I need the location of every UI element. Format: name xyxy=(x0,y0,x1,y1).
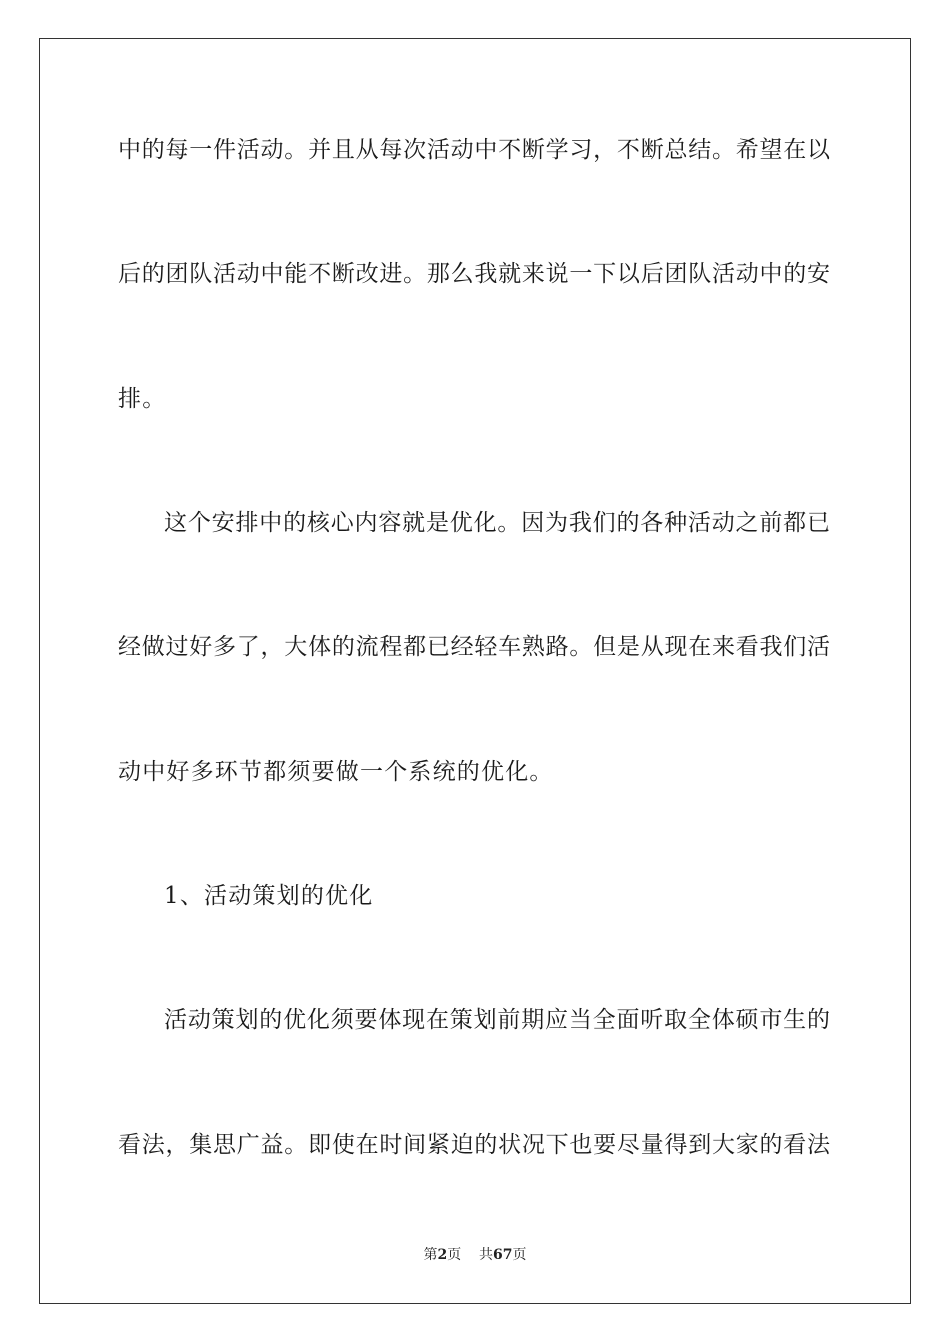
body-line-4: 这个安排中的核心内容就是优化。因为我们的各种活动之前都已 xyxy=(164,510,830,536)
body-line-9: 看法，集思广益。即使在时间紧迫的状况下也要尽量得到大家的看法 xyxy=(118,1132,830,1158)
section-heading: 1、活动策划的优化 xyxy=(164,883,374,909)
body-line-6: 动中好多环节都须要做一个系统的优化。 xyxy=(118,759,554,785)
footer-current-page: 2 xyxy=(437,1247,448,1263)
footer-total-pages: 67 xyxy=(493,1247,513,1263)
footer-total-prefix: 共 xyxy=(479,1247,494,1263)
footer-page-unit: 页 xyxy=(447,1247,462,1263)
footer-total-unit: 页 xyxy=(512,1247,527,1263)
footer-prefix: 第 xyxy=(423,1247,438,1263)
body-line-1: 中的每一件活动。并且从每次活动中不断学习，不断总结。希望在以 xyxy=(118,137,830,163)
body-line-5: 经做过好多了，大体的流程都已经轻车熟路。但是从现在来看我们活 xyxy=(118,634,830,660)
body-line-2: 后的团队活动中能不断改进。那么我就来说一下以后团队活动中的安 xyxy=(118,261,830,287)
page-footer xyxy=(0,1246,950,1264)
page-border xyxy=(39,38,911,1304)
body-line-8: 活动策划的优化须要体现在策划前期应当全面听取全体硕市生的 xyxy=(164,1007,830,1033)
body-line-3: 排。 xyxy=(118,386,167,412)
